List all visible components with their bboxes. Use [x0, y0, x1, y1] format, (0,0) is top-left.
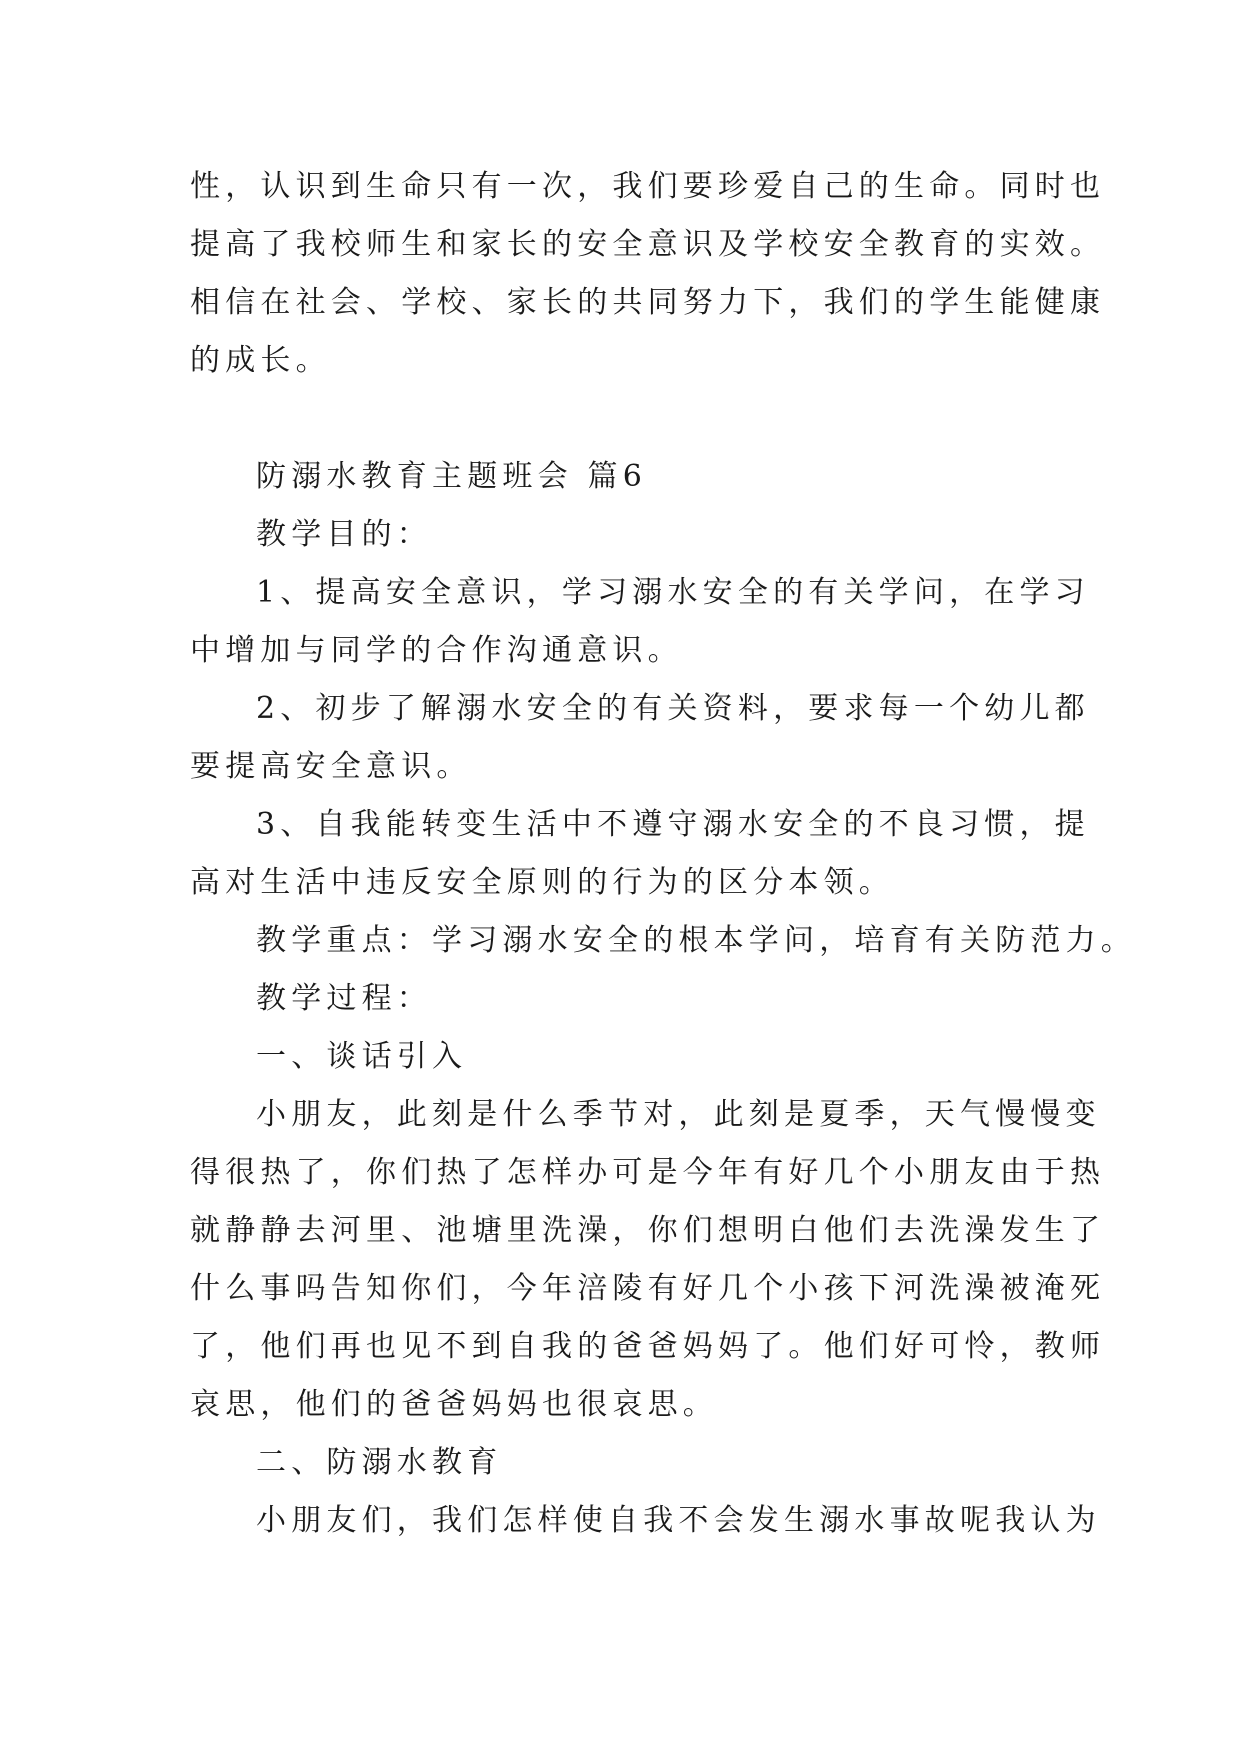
text-line: 哀思，他们的爸爸妈妈也很哀思。	[190, 1387, 718, 1422]
text-line: 小朋友们，我们怎样使自我不会发生溺水事故呢我认为	[256, 1503, 1101, 1538]
text-line: 二、防溺水教育	[256, 1445, 503, 1480]
text-line: 3、自我能转变生活中不遵守溺水安全的不良习惯，提	[256, 807, 1090, 842]
text-line: 提高了我校师生和家长的安全意识及学校安全教育的实效。	[190, 227, 1106, 262]
text-line: 了，他们再也见不到自我的爸爸妈妈了。他们好可怜，教师	[190, 1329, 1106, 1364]
text-line: 就静静去河里、池塘里洗澡，你们想明白他们去洗澡发生了	[190, 1213, 1106, 1248]
text-line: 什么事吗告知你们，今年涪陵有好几个小孩下河洗澡被淹死	[190, 1271, 1106, 1306]
text-line: 教学过程：	[256, 981, 432, 1016]
text-line: 相信在社会、学校、家长的共同努力下，我们的学生能健康	[190, 285, 1106, 320]
text-line: 1、提高安全意识，学习溺水安全的有关学问，在学习	[256, 575, 1090, 610]
text-line: 一、谈话引入	[256, 1039, 468, 1074]
text-line: 教学重点：学习溺水安全的根本学问，培育有关防范力。	[256, 923, 1136, 958]
text-line: 性，认识到生命只有一次，我们要珍爱自己的生命。同时也	[190, 169, 1106, 204]
text-line: 要提高安全意识。	[190, 749, 472, 784]
text-line: 高对生活中违反安全原则的行为的区分本领。	[190, 865, 894, 900]
text-line: 小朋友，此刻是什么季节对，此刻是夏季，天气慢慢变	[256, 1097, 1101, 1132]
text-line: 教学目的：	[256, 517, 432, 552]
text-line: 得很热了，你们热了怎样办可是今年有好几个小朋友由于热	[190, 1155, 1106, 1190]
section-heading: 防溺水教育主题班会 篇6	[256, 459, 648, 494]
text-line: 中增加与同学的合作沟通意识。	[190, 633, 683, 668]
text-line: 2、初步了解溺水安全的有关资料，要求每一个幼儿都	[256, 691, 1090, 726]
text-line: 的成长。	[190, 343, 331, 378]
